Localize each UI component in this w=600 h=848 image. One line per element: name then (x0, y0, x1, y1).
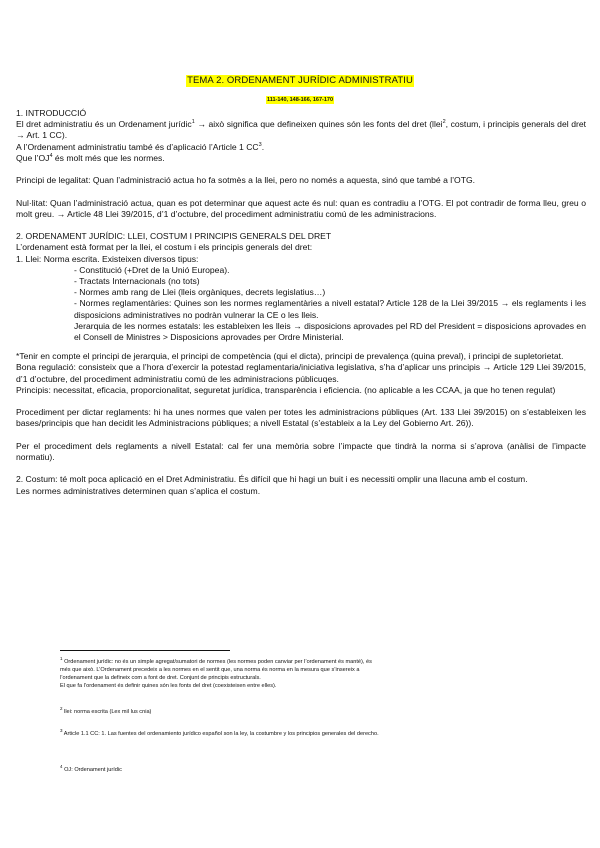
footnote-2: $^2$ llei: norma escrita (Lex mil lus cnia) (60, 706, 152, 715)
list-item: Jerarquia de les normes estatals: les estableixen les lleis → disposicions aprovades pel RD del President = disposicions aprovades en el Consell de Ministres > Disposicions aprovades per Ordre Ministerial. (74, 320, 586, 343)
intro-paragraph-2: A l’Ordenament administratiu també és d’aplicació l’Article 1 $CC^3$. (16, 141, 265, 152)
llei-heading: 1. Llei: Norma escrita. Existeixen diversos tipus: (16, 253, 199, 264)
footnote-1: $^1$ Ordenament jurídic: no és un simple agregat/sumatori de normes (les normes poden canviar per l’ordenament és manté), és més que això. L’Ordenament precedeix a les normes en el sentit que, una norma és norma en la mesura que s’insereix a l’ordenament que la defineix com a font de dret. Conjunt de principis estructurals. El que fa l’ordenament és definir quines són les fonts del dret (coexisteixen entre elles). (60, 656, 372, 689)
memoria-paragraph: Per el procediment dels reglaments a nivell Estatal: cal fer una memòria sobre l’impacte que tindrà la norma si s’aprova (anàlisi de l’impacte normatiu). (16, 440, 586, 463)
list-item: - Normes reglamentàries: Quines son les normes reglamentàries a nivell estatal? Article 128 de la Llei 39/2015 → els reglaments i les disposicions administratives no podràn vulnerar la CE o les lleis. (74, 298, 586, 320)
principis-paragraph: Principis: necessitat, eficacia, proporcionalitat, seguretat jurídica, transparència i eficiencia. (no aplicable a les CCAA, ja que ho tenen regulat) (16, 384, 556, 395)
list-item: - Normes amb rang de Llei (lleis orgàniques, decrets legislatius…) (74, 287, 326, 298)
intro-paragraph-1: El dret administratiu és un Ordenament jurídic$^1$ → això significa que defineixen quines són les fonts del dret (llei$^2$, costum, i principis generals del dret → Art. 1 CC). (16, 119, 586, 141)
legalitat-paragraph: Principi de legalitat: Quan l’administració actua ho fa sotmès a la llei, pero no només a aquesta, sinó que també a l’OTG. (16, 175, 476, 186)
section-2-intro: L’ordenament està format per la llei, el costum i els principis generals del dret: (16, 242, 313, 253)
footnote-3: $^3$ Article 1.1 CC: 1. Las fuentes del ordenamiento jurídico español son la ley, la costumbre y los principios generales del derecho. (60, 728, 379, 737)
list-item: - Tractats Internacionals (no tots) (74, 276, 200, 286)
nulitat-paragraph: Nul·litat: Quan l’administració actua, quan es pot determinar que aquest acte és nul: quan es contradiu a l’OTG. El pot contradir de forma lleu, greu o molt greu. → Article 48 Llei 39/2015, d’1 d’octubre, del procediment administratiu comú de les administracions. (16, 197, 586, 219)
document-body (16, 108, 586, 497)
jerarquia-note: *Tenir en compte el principi de jerarquia, el principi de competència (qui el dicta), principi de prevalença (quina preval), i principi de supletorietat. (16, 351, 564, 362)
intro-paragraph-3: Que $l’OJ^4$ és molt més que les normes. (16, 152, 165, 163)
section-2-heading: 2. ORDENAMENT JURÍDIC: LLEI, COSTUM I PRINCIPIS GENERALS DEL DRET (16, 231, 332, 242)
document-title: TEMA 2. ORDENAMENT JURÍDIC ADMINISTRATIU (187, 75, 413, 86)
page-reference: 111-140, 148-166, 167-170 (266, 97, 334, 103)
procediment-paragraph: Procediment per dictar reglaments: hi ha unes normes que valen per totes les administracions públiques (Art. 133 Llei 39/2015) on s’estableixen les bases/principis que han decidit les Administracions públiques; a nivell Estatal (s’estableix a la Ley del Gobierno Art. 26)). (16, 407, 586, 429)
costum-paragraph-2: Les normes administratives determinen quan s’aplica el costum. (16, 485, 261, 496)
bona-regulacio-paragraph: Bona regulació: consisteix que a l’hora d’exercir la potestad reglamentaria/iniciativa legislativa, s’ha d’aplicar uns principis → Article 129 Llei 39/2015, d’1 d’octubre, del procediment administratiu comú de les administracions públicuqes. (16, 362, 586, 384)
section-1-heading: 1. INTRODUCCIÓ (16, 108, 87, 118)
list-item: - Constitució (+Dret de la Unió Europea). (74, 264, 230, 275)
footnote-divider (60, 650, 230, 651)
title-block (0, 70, 600, 106)
costum-paragraph: 2. Costum: té molt poca aplicació en el Dret Administratiu. És difícil que hi hagi un buit i es necessiti omplir una llacuna amb el costum. (16, 474, 528, 485)
footnote-4: $^4$ OJ: Ordenament jurídic (60, 764, 122, 773)
